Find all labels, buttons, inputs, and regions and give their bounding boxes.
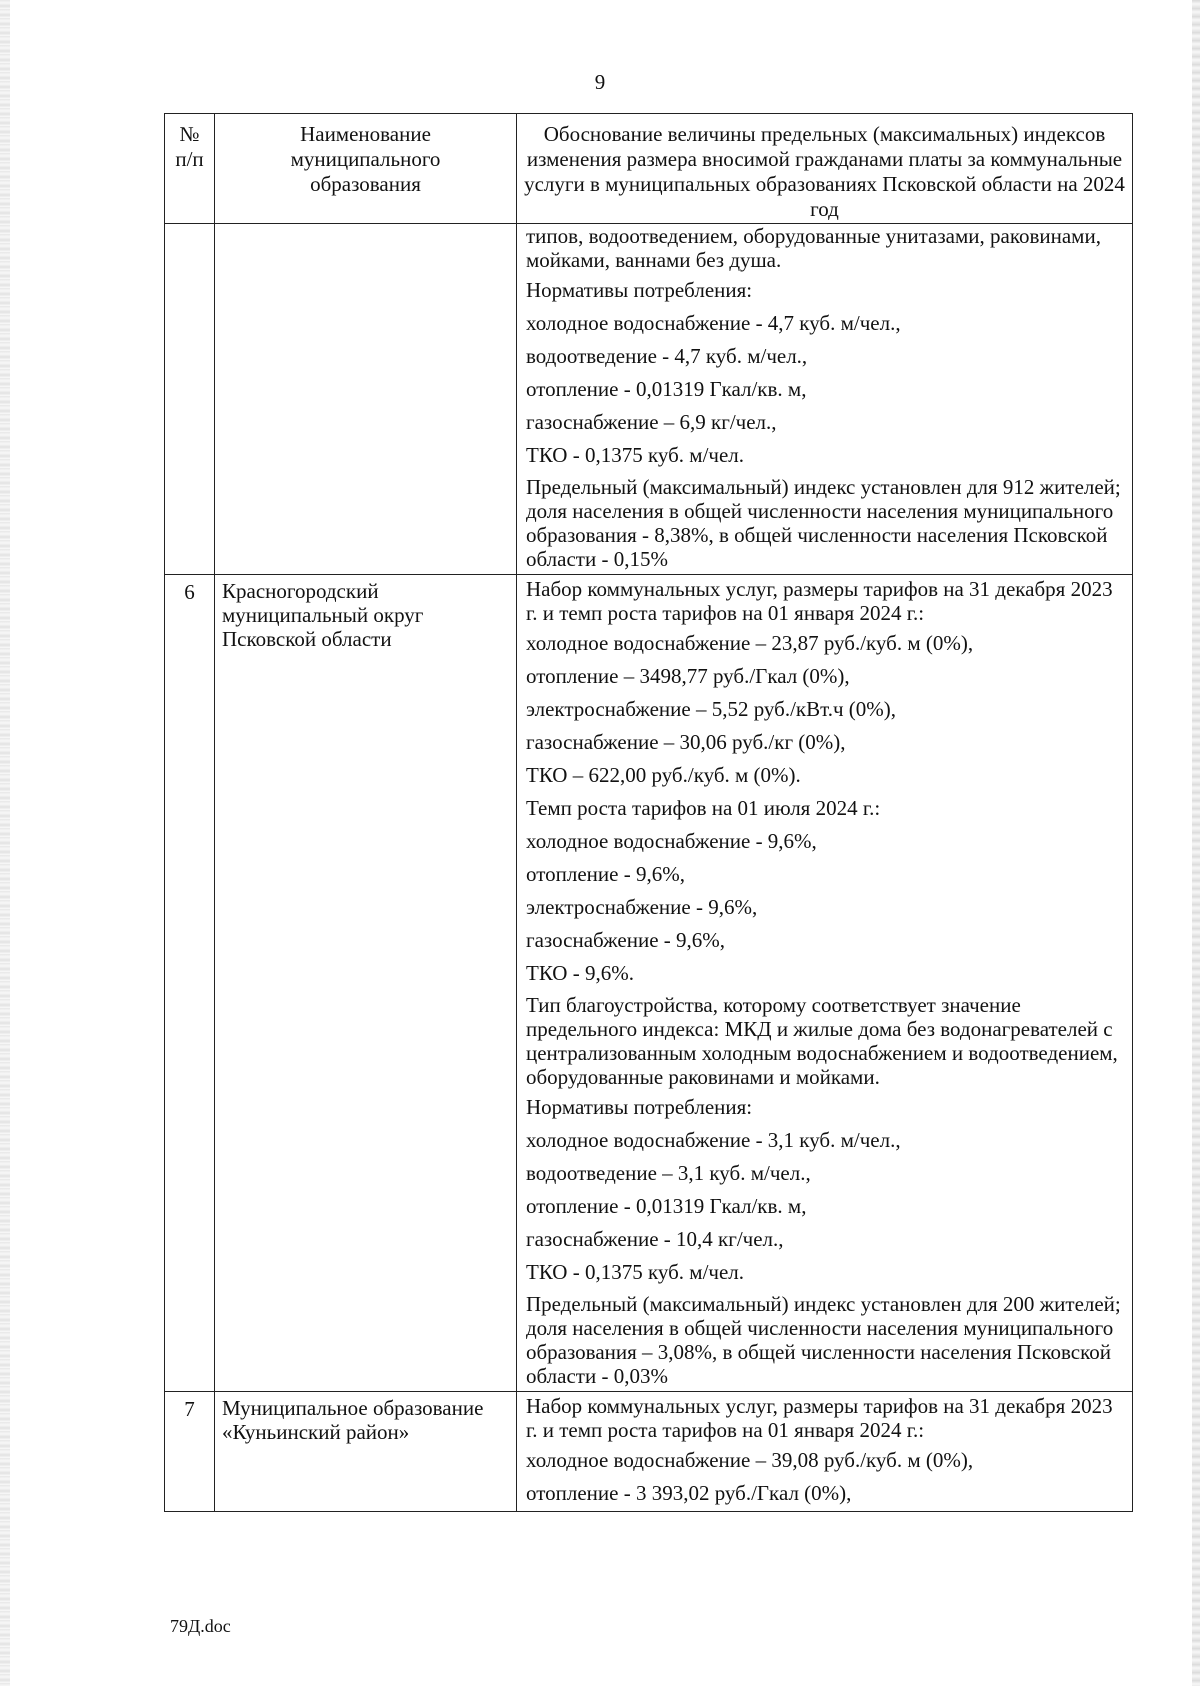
scan-edge-left — [0, 0, 10, 1686]
paragraph: отопление - 0,01319 Гкал/кв. м, — [526, 1194, 807, 1218]
paragraph: газоснабжение – 30,06 руб./кг (0%), — [526, 730, 846, 754]
paragraph: ТКО – 622,00 руб./куб. м (0%). — [526, 763, 801, 787]
header-justification: Обоснование величины предельных (максимальных) индексов изменения размера вносимой гражданами платы за коммунальные услуги в муниципальных образованиях Псковской области на 2024 год — [517, 114, 1133, 224]
header-num: № п/п — [165, 114, 215, 224]
paragraph: ТКО - 0,1375 куб. м/чел. — [526, 1260, 745, 1284]
paragraph: Предельный (максимальный) индекс установлен для 200 жителей; доля населения в общей численности населения муниципального образования – 3,08%, в общей численности населения Псковской области - 0,03% — [526, 1292, 1121, 1388]
tariff-table — [164, 113, 1133, 1512]
row-justification — [517, 224, 1133, 575]
row-num: 7 — [165, 1392, 215, 1512]
footer-filename: 79Д.doc — [170, 1616, 231, 1636]
paragraph: холодное водоснабжение – 23,87 руб./куб. м (0%), — [526, 631, 974, 655]
paragraph: отопление - 0,01319 Гкал/кв. м, — [526, 377, 807, 401]
row-justification — [517, 575, 1133, 1392]
page-number: 9 — [594, 70, 606, 94]
row-name — [215, 224, 517, 575]
paragraph: водоотведение – 3,1 куб. м/чел., — [526, 1161, 811, 1185]
table-header-row — [165, 114, 1133, 224]
paragraph: холодное водоснабжение - 3,1 куб. м/чел., — [526, 1128, 901, 1152]
table-row — [165, 224, 1133, 575]
row-justification — [517, 1392, 1133, 1512]
paragraph: типов, водоотведением, оборудованные унитазами, раковинами, мойками, ваннами без душа. — [526, 224, 1101, 272]
paragraph: Нормативы потребления: — [526, 1095, 753, 1119]
paragraph: холодное водоснабжение – 39,08 руб./куб. м (0%), — [526, 1448, 974, 1472]
paragraph: электроснабжение - 9,6%, — [526, 895, 758, 919]
paragraph: Нормативы потребления: — [526, 278, 753, 302]
paragraph: холодное водоснабжение - 4,7 куб. м/чел., — [526, 311, 901, 335]
row-name: Муниципальное образование «Куньинский район» — [215, 1392, 517, 1512]
paragraph: ТКО - 9,6%. — [526, 961, 634, 985]
scan-edge-right — [1192, 0, 1200, 1686]
paragraph: водоотведение - 4,7 куб. м/чел., — [526, 344, 808, 368]
paragraph: газоснабжение - 9,6%, — [526, 928, 726, 952]
row-name: Красногородский муниципальный округ Псковской области — [215, 575, 517, 1392]
paragraph: газоснабжение - 10,4 кг/чел., — [526, 1227, 784, 1251]
table-row — [165, 575, 1133, 1392]
paragraph: отопление - 3 393,02 руб./Гкал (0%), — [526, 1481, 852, 1505]
paragraph: Предельный (максимальный) индекс установлен для 912 жителей; доля населения в общей численности населения муниципального образования - 8,38%, в общей численности населения Псковской области - 0,15% — [526, 475, 1121, 571]
row-num — [165, 224, 215, 575]
paragraph: отопление – 3498,77 руб./Гкал (0%), — [526, 664, 850, 688]
row-num: 6 — [165, 575, 215, 1392]
paragraph: газоснабжение – 6,9 кг/чел., — [526, 410, 777, 434]
paragraph: Набор коммунальных услуг, размеры тарифов на 31 декабря 2023 г. и темп роста тарифов на 01 января 2024 г.: — [526, 577, 1113, 625]
paragraph: Темп роста тарифов на 01 июля 2024 г.: — [526, 796, 881, 820]
paragraph: холодное водоснабжение - 9,6%, — [526, 829, 817, 853]
paragraph: Набор коммунальных услуг, размеры тарифов на 31 декабря 2023 г. и темп роста тарифов на 01 января 2024 г.: — [526, 1394, 1113, 1442]
paragraph: отопление - 9,6%, — [526, 862, 685, 886]
paragraph: электроснабжение – 5,52 руб./кВт.ч (0%), — [526, 697, 897, 721]
paragraph: Тип благоустройства, которому соответствует значение предельного индекса: МКД и жилые дома без водонагревателей с централизованным холодным водоснабжением и водоотведением, оборудованные раковинами и мойками. — [526, 993, 1118, 1089]
table-row — [165, 1392, 1133, 1512]
paragraph: ТКО - 0,1375 куб. м/чел. — [526, 443, 745, 467]
header-name: Наименование муниципального образования — [215, 114, 517, 224]
